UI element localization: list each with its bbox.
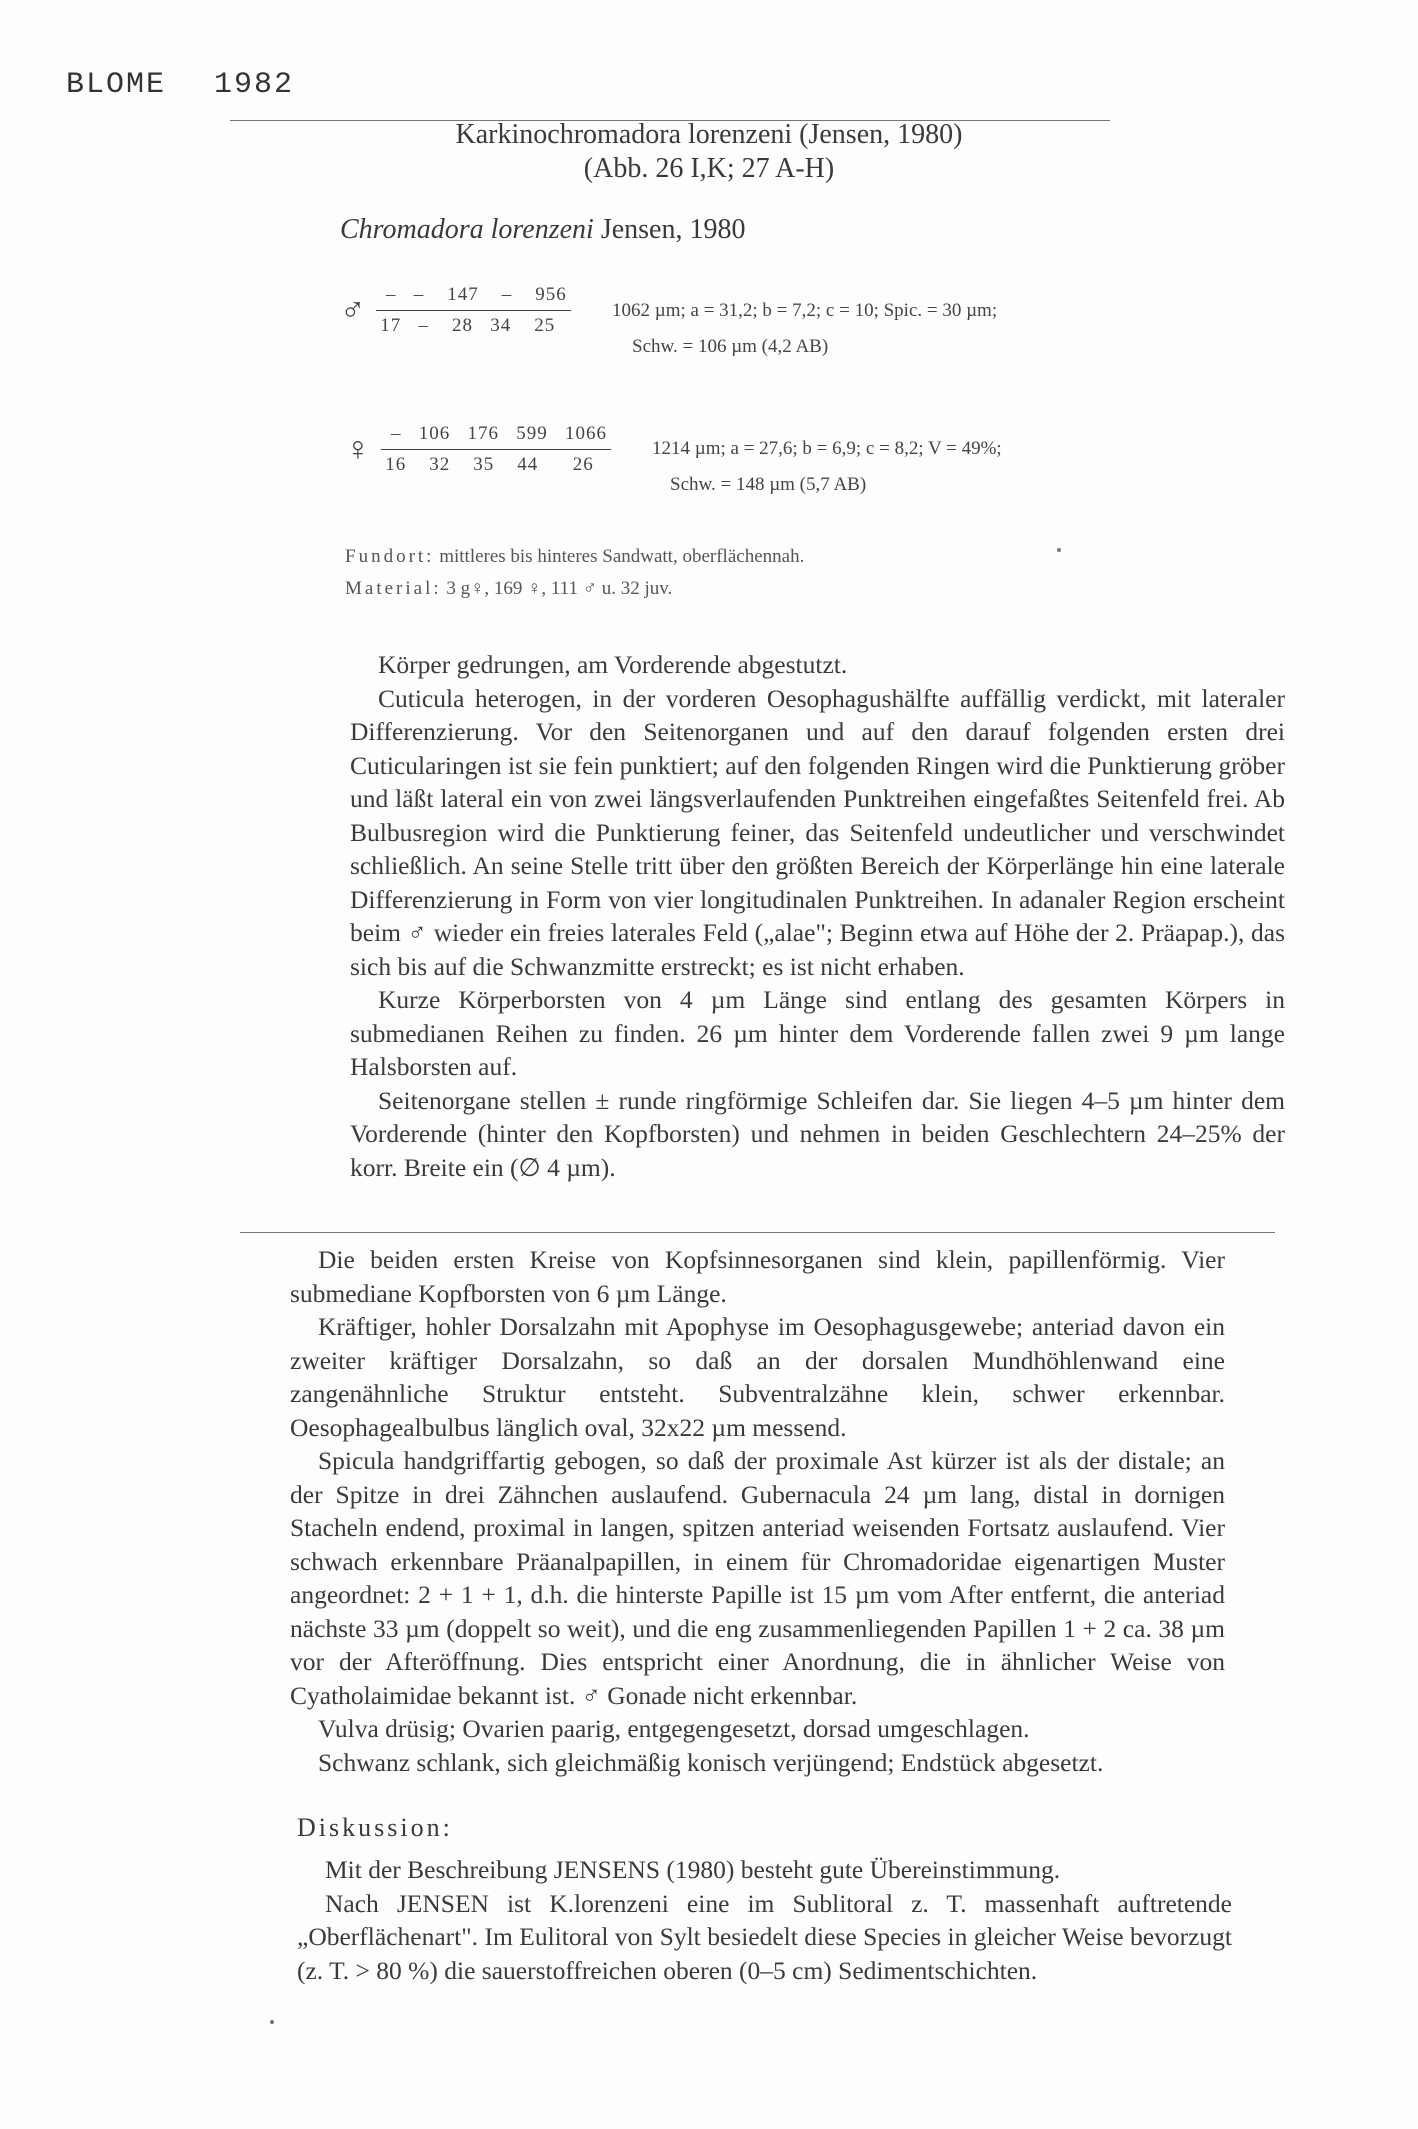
male-numerator: – – 147 – 956	[376, 284, 571, 311]
male-fraction	[376, 284, 571, 337]
section-divider	[240, 1232, 1275, 1233]
synonym-line	[340, 214, 745, 246]
paragraph-spicula: Spicula handgriffartig gebogen, so daß der proximale Ast kürzer ist als der distale; an der Spitze in drei Zähnchen auslaufend. Gubernacula 24 µm lang, distal in dornigen Stacheln endend, proximal in langen, spitzen anteriad weisenden Fortsatz auslaufend. Vier schwach erkennbare Präanalpapillen, in einem für Chromadoridae eigenartigen Muster angeordnet: 2 + 1 + 1, d.h. die hinterste Papille ist 15 µm vom After entfernt, die anteriad nächste 33 µm (doppelt so weit), und die eng zusammenliegenden Papillen 1 + 2 ca. 38 µm vor der Afteröffnung. Dies entspricht einer Anordnung, die in ähnlicher Weise von Cyatholaimidae bekannt ist. ♂ Gonade nicht erkennbar.	[290, 1446, 1225, 1710]
figure-reference: (Abb. 26 I,K; 27 A-H)	[583, 153, 835, 184]
discussion-paragraph-1: Mit der Beschreibung JENSENS (1980) besteht gute Übereinstimmung.	[325, 1855, 1061, 1884]
male-denominator: 17 – 28 34 25	[380, 315, 556, 336]
paragraph-cuticula: Cuticula heterogen, in der vorderen Oesophagushälfte auffällig verdickt, mit lateraler Differenzierung. Vor den Seitenorganen und auf den darauf folgenden ersten drei Cuticularingen ist sie fein punktiert; auf den folgenden Ringen wird die Punktierung gröber und läßt lateral ein von zwei längsverlaufenden Punktreihen eingefaßtes Seitenfeld frei. Ab Bulbusregion wird die Punktierung feiner, das Seitenfeld undeutlicher und verschwindet schließlich. An seine Stelle tritt über den größten Bereich der Körperlänge hin eine laterale Differenzierung in Form von vier longitudinalen Punktreihen. In adanaler Region erscheint beim ♂ wieder ein freies laterales Feld („alae"; Beginn etwa auf Höhe der 2. Präapap.), das sich bis auf die Schwanzmitte erstreckt; es ist nicht erhaben.	[350, 683, 1285, 981]
discussion-paragraph-2: Nach JENSEN ist K.lorenzeni eine im Sublitoral z. T. massenhaft auftretende „Oberflächenart". Im Eulitoral von Sylt besiedelt diese Species in gleicher Weise bevorzugt (z. T. > 80 %) die sauerstoffreichen oberen (0–5 cm) Sedimentschichten.	[297, 1888, 1232, 1985]
material-text: 3 g♀, 169 ♀, 111 ♂ u. 32 juv.	[446, 578, 673, 599]
female-formula	[345, 423, 611, 476]
female-fraction	[381, 423, 611, 476]
discussion-heading: Diskussion:	[297, 1813, 453, 1842]
paragraph-tail: Schwanz schlank, sich gleichmäßig konisch verjüngend; Endstück abgesetzt.	[318, 1747, 1104, 1777]
female-values-line1: 1214 µm; a = 27,6; b = 6,9; c = 8,2; V = 49%;	[652, 438, 1002, 459]
synonym-genus: Chromadora lorenzeni	[340, 214, 594, 245]
paragraph-dorsal-tooth: Kräftiger, hohler Dorsalzahn mit Apophyse im Oesophagusgewebe; anteriad davon ein zweiter kräftiger Dorsalzahn, so daß an der dorsalen Mundhöhlenwand eine zangenähnliche Struktur entsteht. Subventralzähne klein, schwer erkennbar. Oesophagealbulbus länglich oval, 32x22 µm messend.	[290, 1312, 1225, 1442]
paragraph-lateral-organs: Seitenorgane stellen ± runde ringförmige Schleifen dar. Sie liegen 4–5 µm hinter dem Vorderende (hinter den Kopfborsten) und nehmen in beiden Geschlechtern 24–25% der korr. Breite ein (∅ 4 µm).	[350, 1085, 1285, 1182]
header-year: 1982	[214, 68, 295, 102]
female-denominator: 16 32 35 44 26	[385, 454, 594, 475]
male-formula	[340, 284, 571, 337]
running-header	[66, 68, 294, 102]
male-symbol: ♂	[340, 291, 366, 329]
fundort-text: mittleres bis hinteres Sandwatt, oberflächennah.	[439, 546, 805, 567]
male-values-line1: 1062 µm; a = 31,2; b = 7,2; c = 10; Spic. = 30 µm;	[612, 300, 998, 321]
paragraph-vulva: Vulva drüsig; Ovarien paarig, entgegengesetzt, dorsad umgeschlagen.	[318, 1714, 1030, 1743]
fundort-line	[345, 546, 804, 568]
female-values-line2: Schw. = 148 µm (5,7 AB)	[670, 474, 867, 495]
material-label: Material:	[345, 578, 442, 599]
species-title: Karkinochromadora lorenzeni (Jensen, 1980)	[455, 119, 963, 150]
material-line	[345, 578, 672, 600]
male-values-line2: Schw. = 106 µm (4,2 AB)	[632, 336, 829, 357]
species-heading	[0, 118, 1418, 186]
paragraph-body-setae: Kurze Körperborsten von 4 µm Länge sind entlang des gesamten Körpers in submedianen Reihen zu finden. 26 µm hinter dem Vorderende fallen zwei 9 µm lange Halsborsten auf.	[350, 985, 1285, 1081]
female-numerator: – 106 176 599 1066	[381, 423, 611, 450]
female-symbol: ♀	[345, 430, 371, 468]
discussion-block	[297, 1853, 1232, 1987]
fundort-label: Fundort:	[345, 546, 435, 567]
synonym-author: Jensen, 1980	[600, 214, 746, 245]
paragraph-body-shape: Körper gedrungen, am Vorderende abgestutzt.	[378, 650, 848, 679]
description-block-1	[350, 648, 1285, 1184]
paragraph-head-sense-organs: Die beiden ersten Kreise von Kopfsinnesorganen sind klein, papillenförmig. Vier submediane Kopfborsten von 6 µm Länge.	[290, 1245, 1225, 1308]
scan-speck	[270, 2020, 274, 2024]
description-block-2	[290, 1243, 1225, 1779]
header-author: BLOME	[66, 68, 167, 102]
scan-speck	[1057, 548, 1061, 552]
